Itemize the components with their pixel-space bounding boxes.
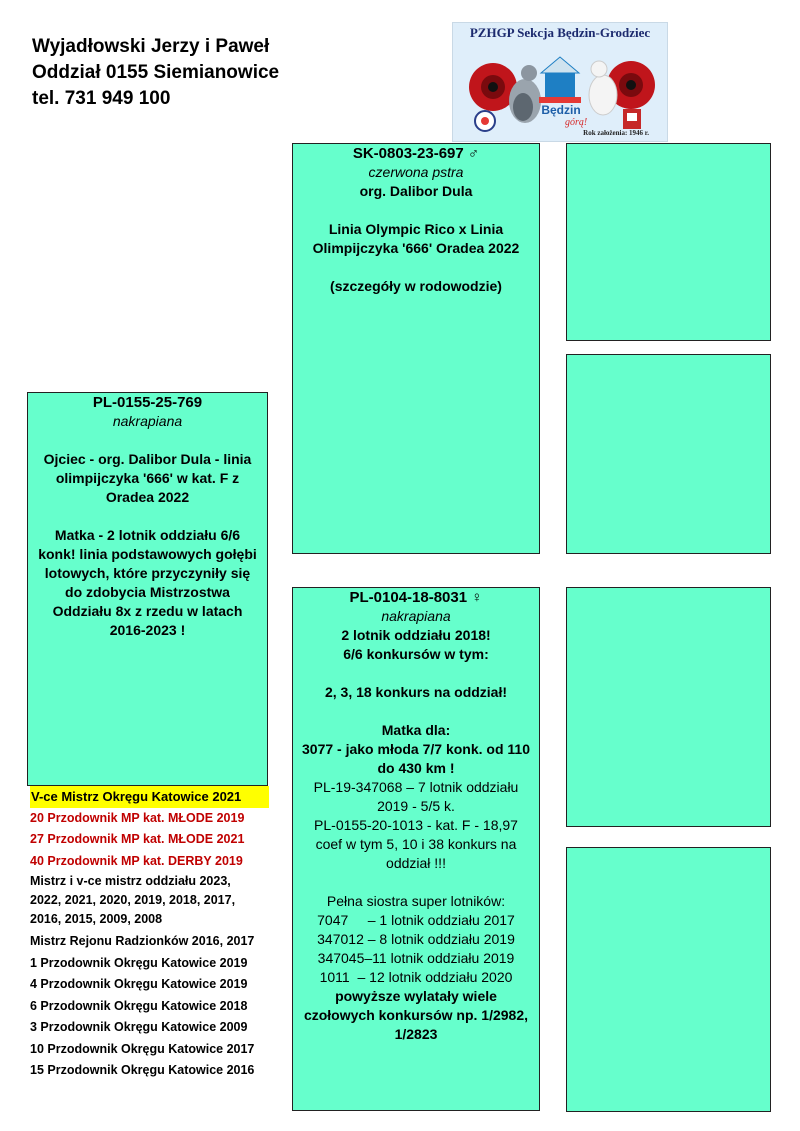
dam-sister-4: 1011 – 12 lotnik oddziału 2020	[319, 969, 513, 985]
dam-sister-2: 347012 – 8 lotnik oddziału 2019	[317, 931, 515, 947]
achievement-item: 10 Przodownik Okręgu Katowice 2017	[30, 1041, 255, 1056]
bird-card	[27, 392, 268, 786]
logo-town: Będzin	[541, 103, 581, 117]
breeder-header	[32, 34, 279, 112]
achievement-item: 40 Przodownik MP kat. DERBY 2019	[30, 853, 243, 868]
bird-color: nakrapiana	[112, 413, 183, 429]
logo-founded: Rok założenia: 1946 r.	[583, 129, 649, 137]
dam-summary: powyższe wylatały wiele czołowych konkursów np. 1/2982, 1/2823	[303, 988, 529, 1042]
breeder-phone: tel. 731 949 100	[32, 88, 171, 109]
sire-details: (szczegóły w rodowodzie)	[330, 278, 502, 294]
sire-card	[292, 143, 540, 554]
dam-result-2: 6/6 konkursów w tym:	[343, 646, 489, 662]
photo-frame-dam-2	[566, 847, 771, 1112]
sire-color: czerwona pstra	[368, 164, 464, 180]
logo-artwork	[453, 23, 667, 141]
photo-frame-sire-1	[566, 143, 771, 341]
sire-ring: SK-0803-23-697 ♂	[352, 145, 480, 162]
dam-child-1: 3077 - jako młoda 7/7 konk. od 110 do 430 km !	[302, 741, 530, 776]
dam-sister-1: 7047 – 1 lotnik oddziału 2017	[317, 912, 515, 928]
bird-father: Ojciec - org. Dalibor Dula - linia olimpijczyka '666' w kat. F z Oradea 2022	[43, 451, 252, 505]
dam-child-3: PL-0155-20-1013 - kat. F - 18,97 coef w tym 5, 10 i 38 konkurs na oddział !!!	[314, 817, 518, 871]
breeder-name: Wyjadłowski Jerzy i Paweł	[32, 36, 270, 57]
achievement-item: Mistrz i v-ce mistrz oddziału 2023, 2022, 2021, 2020, 2019, 2018, 2017, 2016, 2015, 2009, 2008	[30, 874, 236, 926]
dam-card	[292, 587, 540, 1111]
section-logo	[452, 22, 668, 142]
dam-sister-intro: Pełna siostra super lotników:	[326, 893, 506, 909]
achievement-item: 6 Przodownik Okręgu Katowice 2018	[30, 998, 248, 1013]
sire-line: Linia Olympic Rico x Linia Olimpijczyka '666' Oradea 2022	[312, 221, 520, 256]
achievement-item: 27 Przodownik MP kat. MŁODE 2021	[30, 832, 245, 846]
photo-frame-sire-2	[566, 354, 771, 554]
achievement-item: V-ce Mistrz Okręgu Katowice 2021	[30, 786, 269, 808]
dam-sister-3: 347045–11 lotnik oddziału 2019	[317, 950, 515, 966]
achievements-list	[30, 786, 280, 1082]
achievement-item: 4 Przodownik Okręgu Katowice 2019	[30, 977, 248, 991]
dam-child-2: PL-19-347068 – 7 lotnik oddziału 2019 - 5/5 k.	[313, 779, 519, 814]
logo-title: PZHGP Sekcja Będzin-Grodziec	[469, 25, 651, 40]
achievement-item: 20 Przodownik MP kat. MŁODE 2019	[30, 810, 245, 825]
sire-origin: org. Dalibor Dula	[359, 183, 473, 199]
achievement-item: Mistrz Rejonu Radzionków 2016, 2017	[30, 934, 255, 948]
dam-result-1: 2 lotnik oddziału 2018!	[341, 627, 491, 643]
achievement-item: 1 Przodownik Okręgu Katowice 2019	[30, 955, 248, 970]
bird-mother: Matka - 2 lotnik oddziału 6/6 konk! linia podstawowych gołębi lotowych, które przyczyniły się do zdobycia Mistrzostwa Oddziału 8x z rzedu w latach 2016-2023 !	[38, 527, 257, 638]
achievement-item: 3 Przodownik Okręgu Katowice 2009	[30, 1020, 248, 1034]
logo-slogan: górą!	[565, 117, 588, 128]
achievement-item: 15 Przodownik Okręgu Katowice 2016	[30, 1063, 255, 1077]
bird-ring: PL-0155-25-769	[92, 394, 203, 411]
dam-mother-of: Matka dla:	[381, 722, 451, 738]
photo-frame-dam-1	[566, 587, 771, 827]
breeder-branch: Oddział 0155 Siemianowice	[32, 62, 280, 83]
dam-color: nakrapiana	[381, 608, 451, 624]
dam-result-3: 2, 3, 18 konkurs na oddział!	[324, 684, 508, 700]
dam-ring: PL-0104-18-8031 ♀	[349, 589, 483, 606]
